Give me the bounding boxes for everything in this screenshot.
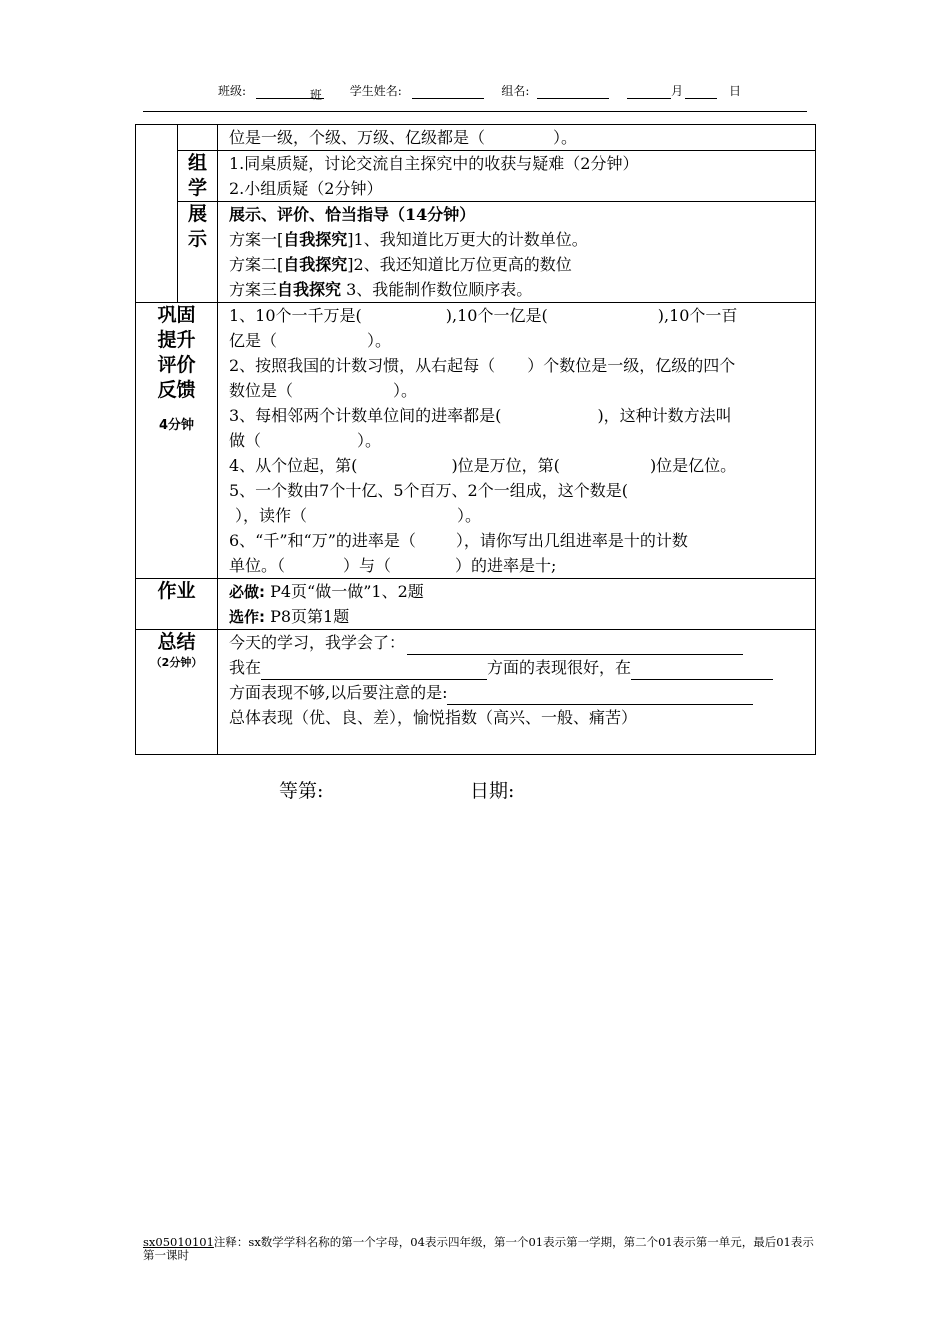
- row-continuation: [218, 125, 816, 151]
- subsection-cell-empty: [178, 125, 218, 151]
- plan-2: 方案二[自我探究]2、我还知道比万位更高的数位: [229, 255, 572, 274]
- homework-required: 必做: P4页“做一做”1、2题: [229, 582, 424, 601]
- month-blank[interactable]: [627, 86, 671, 99]
- header-rule: [143, 111, 807, 112]
- summary-blank-2[interactable]: [261, 661, 487, 680]
- student-name-blank[interactable]: [412, 86, 484, 99]
- summary-blank-3[interactable]: [631, 661, 773, 680]
- consolidate-time: 4分钟: [158, 418, 195, 433]
- footnote-code: sx05010101: [143, 1235, 214, 1249]
- question-2: 2、按照我国的计数习惯，从右起每（ ）个数位是一级，亿级的四个: [229, 356, 736, 375]
- homework-optional: 选作: P8页第1题: [229, 607, 350, 626]
- homework-label: 作业: [136, 579, 218, 630]
- date-label: 日期:: [470, 780, 515, 802]
- class-blank[interactable]: [256, 86, 308, 99]
- month-label: 月: [671, 84, 684, 98]
- question-3: 3、每相邻两个计数单位间的进率都是( )，这种计数方法叫: [229, 406, 732, 425]
- summary-content: [218, 630, 816, 755]
- continuation-text: 位是一级，个级、万级、亿级都是（: [229, 128, 486, 147]
- section-cell-empty: [136, 125, 178, 303]
- worksheet-table: [135, 124, 816, 755]
- summary-line-2: 我在 方面的表现很好，在: [229, 655, 809, 680]
- footnote-text: 注释：sx数学学科名称的第一个字母，04表示四年级，第一个01表示第一学期，第二个01表示第一单元，最后01表示第一课时: [143, 1235, 814, 1262]
- summary-label: 总结 （2分钟）: [136, 630, 218, 755]
- group-name-blank[interactable]: [537, 86, 609, 99]
- consolidate-label: 巩固 提升 评价 反馈 4分钟: [136, 303, 218, 579]
- summary-line-3: 方面表现不够,以后要注意的是:: [229, 680, 809, 705]
- day-label: 日: [728, 84, 741, 98]
- group-learning-label: 组 学: [178, 151, 218, 202]
- class-label: 班级:: [218, 84, 247, 98]
- group-learning-content: [218, 151, 816, 202]
- consolidate-content: 1、10个一千万是( ),10个一亿是( ),10个一百 亿是（ ）。 2、按照我国的计数习惯，从右起每（ ）个数位是一级，亿级的四个 数位是（ ）。 3、每相邻两个计数单位间的进率都是( )，这种计数方法叫 做（ ）。 4、从个位起，第( )位是万位，第( )位是亿位。 5、一个数由7个十亿、5个百万、2个一组成，这个数是( ），读作（ ）。 6、“千”和“万”的进率是（ ），请你写出几组进率是十的计数 单位。（ ）与（ ）的进率是十;: [218, 303, 816, 579]
- question-6: 6、“千”和“万”的进率是（ ），请你写出几组进率是十的计数: [229, 531, 688, 550]
- summary-time: （2分钟）: [150, 656, 203, 669]
- show-heading: 展示、评价、恰当指导（14分钟）: [229, 205, 476, 224]
- show-label: 展 示: [178, 202, 218, 303]
- class-suffix: 班: [309, 88, 322, 102]
- summary-blank-1[interactable]: [407, 636, 743, 655]
- footnote: [143, 1236, 823, 1262]
- summary-line-4: 总体表现（优、良、差），愉悦指数（高兴、一般、痛苦）: [229, 708, 638, 727]
- page-header: [218, 82, 741, 102]
- group-line-1: 1.同桌质疑，讨论交流自主探究中的收获与疑难（2分钟）: [229, 154, 639, 173]
- continuation-close: ）。: [553, 128, 578, 147]
- group-line-2: 2.小组质疑（2分钟）: [229, 179, 383, 198]
- plan-3: 方案三自我探究 3、我能制作数位顺序表。: [229, 280, 533, 299]
- grade-label: 等第:: [279, 780, 324, 802]
- show-content: [218, 202, 816, 303]
- question-5: 5、一个数由7个十亿、5个百万、2个一组成，这个数是(: [229, 481, 628, 500]
- student-label: 学生姓名:: [349, 84, 402, 98]
- plan-1: 方案一[自我探究]1、我知道比万更大的计数单位。: [229, 230, 588, 249]
- homework-content: [218, 579, 816, 630]
- summary-line-1: 今天的学习，我学会了：: [229, 630, 809, 655]
- summary-blank-4[interactable]: [447, 686, 753, 705]
- group-label: 组名:: [501, 84, 530, 98]
- question-1: 1、10个一千万是( ),10个一亿是( ),10个一百: [229, 306, 738, 325]
- day-blank[interactable]: [685, 86, 717, 99]
- question-4: 4、从个位起，第( )位是万位，第( )位是亿位。: [229, 456, 737, 475]
